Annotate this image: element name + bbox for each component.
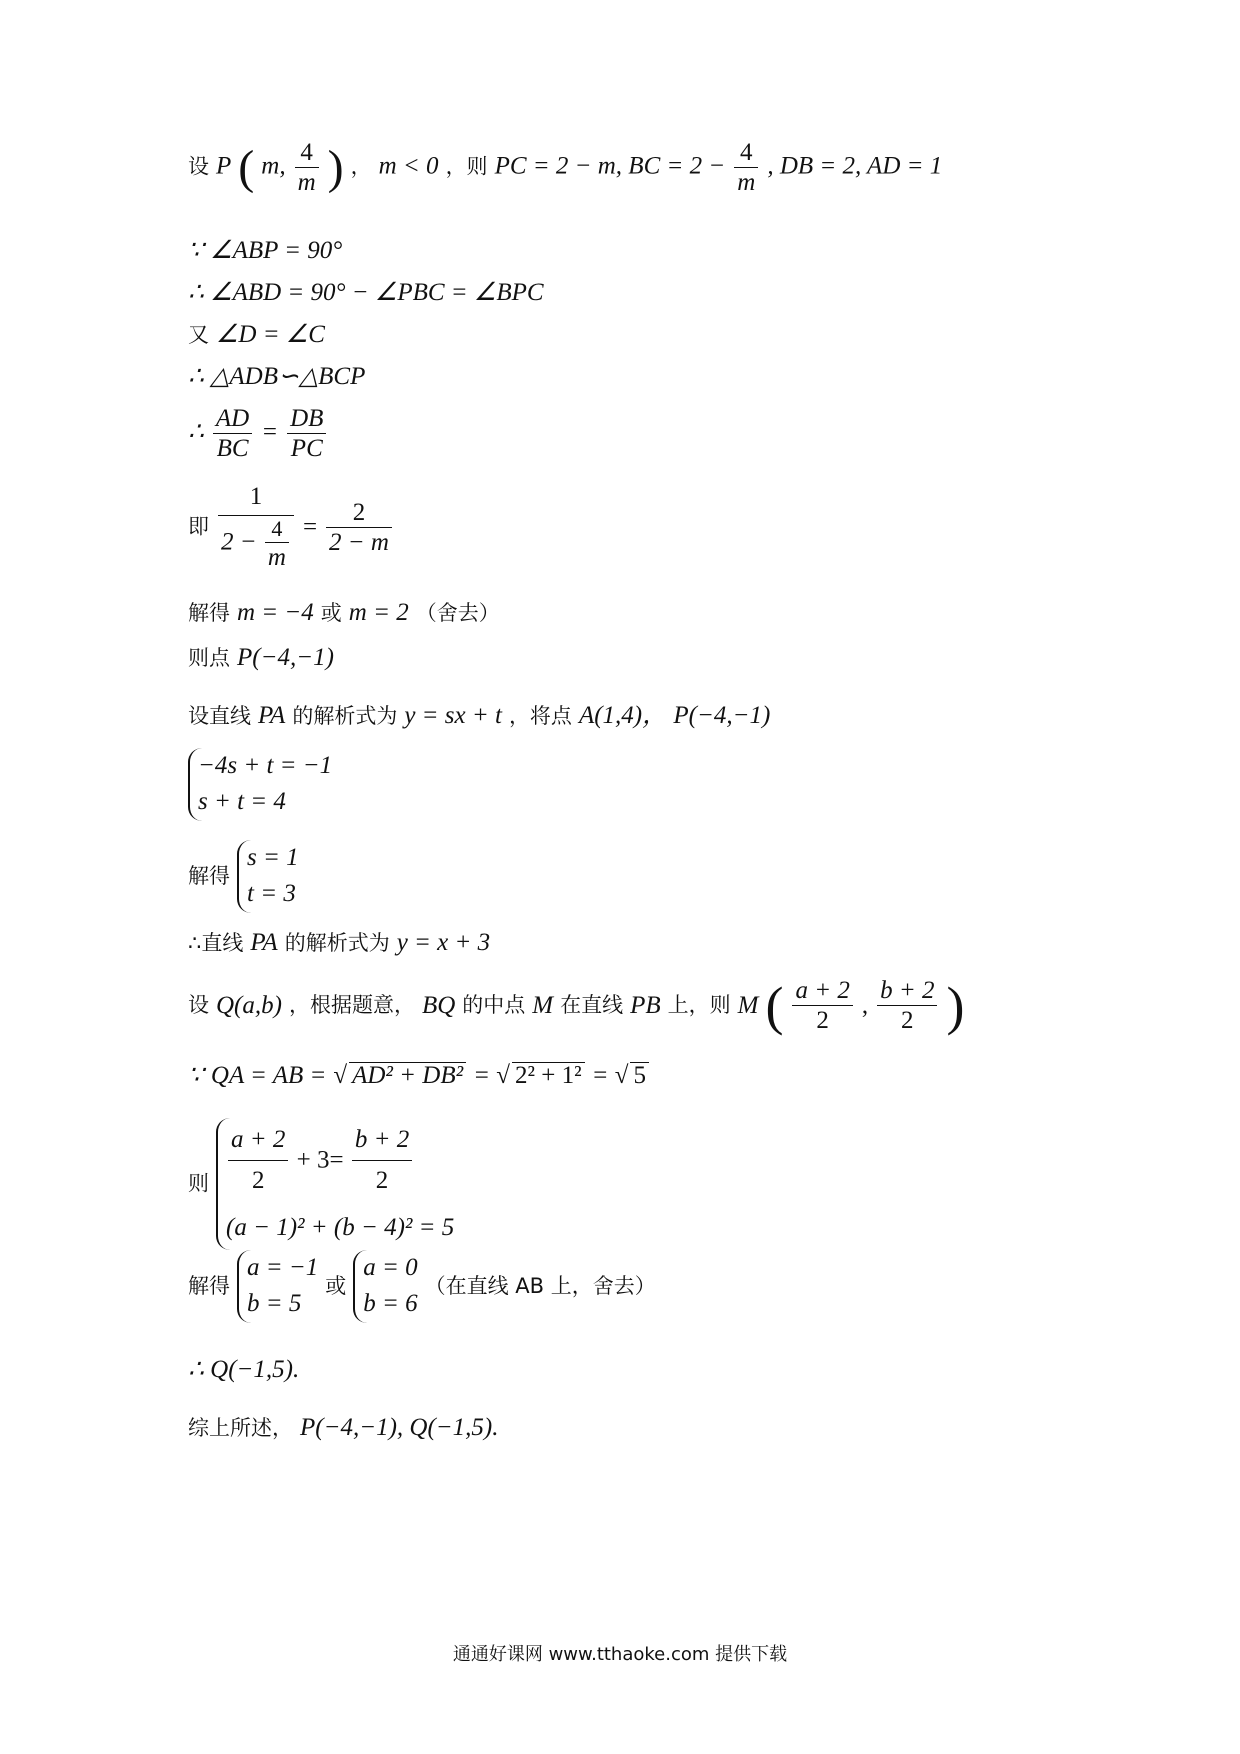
text: 或 [320, 601, 342, 625]
paren: ) [327, 140, 344, 194]
math-expr: m = −4 [237, 599, 314, 626]
math-expr: y = x + 3 [396, 929, 491, 956]
equals: = [473, 1062, 497, 1089]
equals: = [302, 513, 318, 541]
line-2: ∵ ∠ABP = 90° [188, 237, 343, 264]
line-9 [188, 645, 334, 670]
comma: , [861, 992, 869, 1019]
line-3: ∴ ∠ABD = 90° − ∠PBC = ∠BPC [188, 279, 544, 306]
equation-system: −4s + t = −1 s + t = 4 [188, 748, 332, 821]
text: ∵ [188, 1062, 204, 1089]
text: 的中点 [462, 993, 526, 1017]
line-10 [188, 703, 770, 728]
text: 则 [188, 1171, 209, 1196]
math-var: PB [630, 992, 661, 1019]
equals: = [591, 1062, 615, 1089]
text: 解得 [188, 863, 230, 888]
math-expr: y = sx + t [404, 702, 502, 729]
text: 在直线 [560, 993, 624, 1017]
fraction: $\frac{2}{2 - m}$ [326, 500, 392, 555]
text: 解得 [188, 601, 230, 625]
math-expr: m < 0 [378, 152, 439, 180]
text: 或 [325, 1273, 347, 1298]
math-expr: P(−4,−1) [237, 644, 334, 671]
equals: = [261, 418, 279, 446]
line-7 [188, 484, 394, 570]
text: 则点 [188, 646, 230, 670]
line-18: ∴ Q(−1,5). [188, 1356, 300, 1383]
line-17 [188, 1250, 656, 1323]
equation-system: $\frac{a + 2}{2}$ + 3= $\frac{b + 2}{2}$ (a − 1)² + (b − 4)² = 5 [216, 1118, 454, 1250]
math-expr: A(1,4)， P(−4,−1) [578, 702, 771, 729]
line-13 [188, 930, 490, 955]
math-expr: , DB = 2, AD = 1 [767, 152, 943, 180]
line-6 [188, 406, 328, 461]
text: 即 [188, 514, 209, 539]
line-12 [188, 840, 299, 913]
text: 的解析式为 [292, 704, 398, 728]
fraction: 1 2 − $\frac{4}{m}$ [218, 484, 294, 570]
sqrt-radicand: AD² + DB² [349, 1062, 466, 1088]
paren: ( [765, 975, 784, 1036]
math-expr: Q(a,b) [216, 992, 282, 1019]
math-var: BQ [421, 992, 456, 1019]
text: 设 [188, 154, 209, 179]
paren: ) [946, 975, 965, 1036]
text: 设直线 [188, 704, 251, 728]
text: 又 [188, 323, 209, 347]
text: ∴ [188, 418, 204, 446]
line-15 [188, 1062, 649, 1088]
line-16 [188, 1118, 454, 1250]
math-var: PA [258, 702, 286, 729]
fraction: $\frac{4}{m}$ [295, 140, 319, 195]
line-11 [188, 748, 332, 821]
math-var: PA [250, 929, 278, 956]
line-19 [188, 1415, 499, 1440]
fraction: $\frac{a + 2}{2}$ [792, 978, 852, 1033]
equation-system: a = −1 b = 5 [237, 1250, 318, 1323]
sqrt-radicand: 5 [630, 1062, 649, 1088]
fraction: $\frac{a + 2}{2}$ [228, 1122, 288, 1200]
math-expr: ∠D = ∠C [216, 321, 325, 348]
equation-system: a = 0 b = 6 [353, 1250, 417, 1323]
text: ， [350, 154, 372, 179]
line-14 [188, 975, 965, 1036]
text: 综上所述， [188, 1416, 293, 1440]
text: 的解析式为 [284, 931, 390, 955]
paren: ( [238, 140, 255, 194]
fraction: $\frac{b + 2}{2}$ [352, 1122, 412, 1200]
line-4 [188, 322, 325, 347]
text: 解得 [188, 1273, 230, 1298]
fraction: $\frac{DB}{PC}$ [287, 406, 326, 461]
math-var: P [216, 152, 232, 180]
sqrt-radicand: 2² + 1² [512, 1062, 585, 1088]
text: 上，则 [667, 993, 731, 1017]
line-8 [188, 600, 500, 625]
text: ，将点 [508, 704, 572, 728]
math-expr: PC = 2 − m, BC = 2 − [494, 152, 726, 180]
sqrt-sign: √ [496, 1062, 510, 1089]
text: ，则 [445, 154, 488, 179]
math-expr: QA = AB = [210, 1062, 327, 1089]
math-var: M [737, 992, 759, 1019]
text: 设 [188, 993, 209, 1017]
footer: 通通好课网 www.tthaoke.com 提供下载 [452, 1644, 788, 1665]
equation-system: s = 1 t = 3 [237, 840, 299, 913]
fraction: $\frac{AD}{BC}$ [213, 406, 252, 461]
sqrt-sign: √ [614, 1062, 629, 1089]
fraction: $\frac{b + 2}{2}$ [877, 978, 937, 1033]
fraction: $\frac{4}{m}$ [734, 140, 758, 195]
math-var: M [532, 992, 554, 1019]
line-1 [188, 140, 942, 195]
text: ∴直线 [188, 931, 244, 955]
math-expr: P(−4,−1), Q(−1,5). [300, 1414, 499, 1441]
text: ，根据题意， [288, 993, 415, 1017]
line-5: ∴ △ADB∽△BCP [188, 363, 366, 390]
math-var: m, [261, 152, 286, 180]
text: （在直线 AB 上，舍去） [424, 1273, 656, 1298]
math-expr: m = 2 [348, 599, 409, 626]
text: （舍去） [415, 601, 500, 625]
sqrt-sign: √ [333, 1062, 348, 1089]
